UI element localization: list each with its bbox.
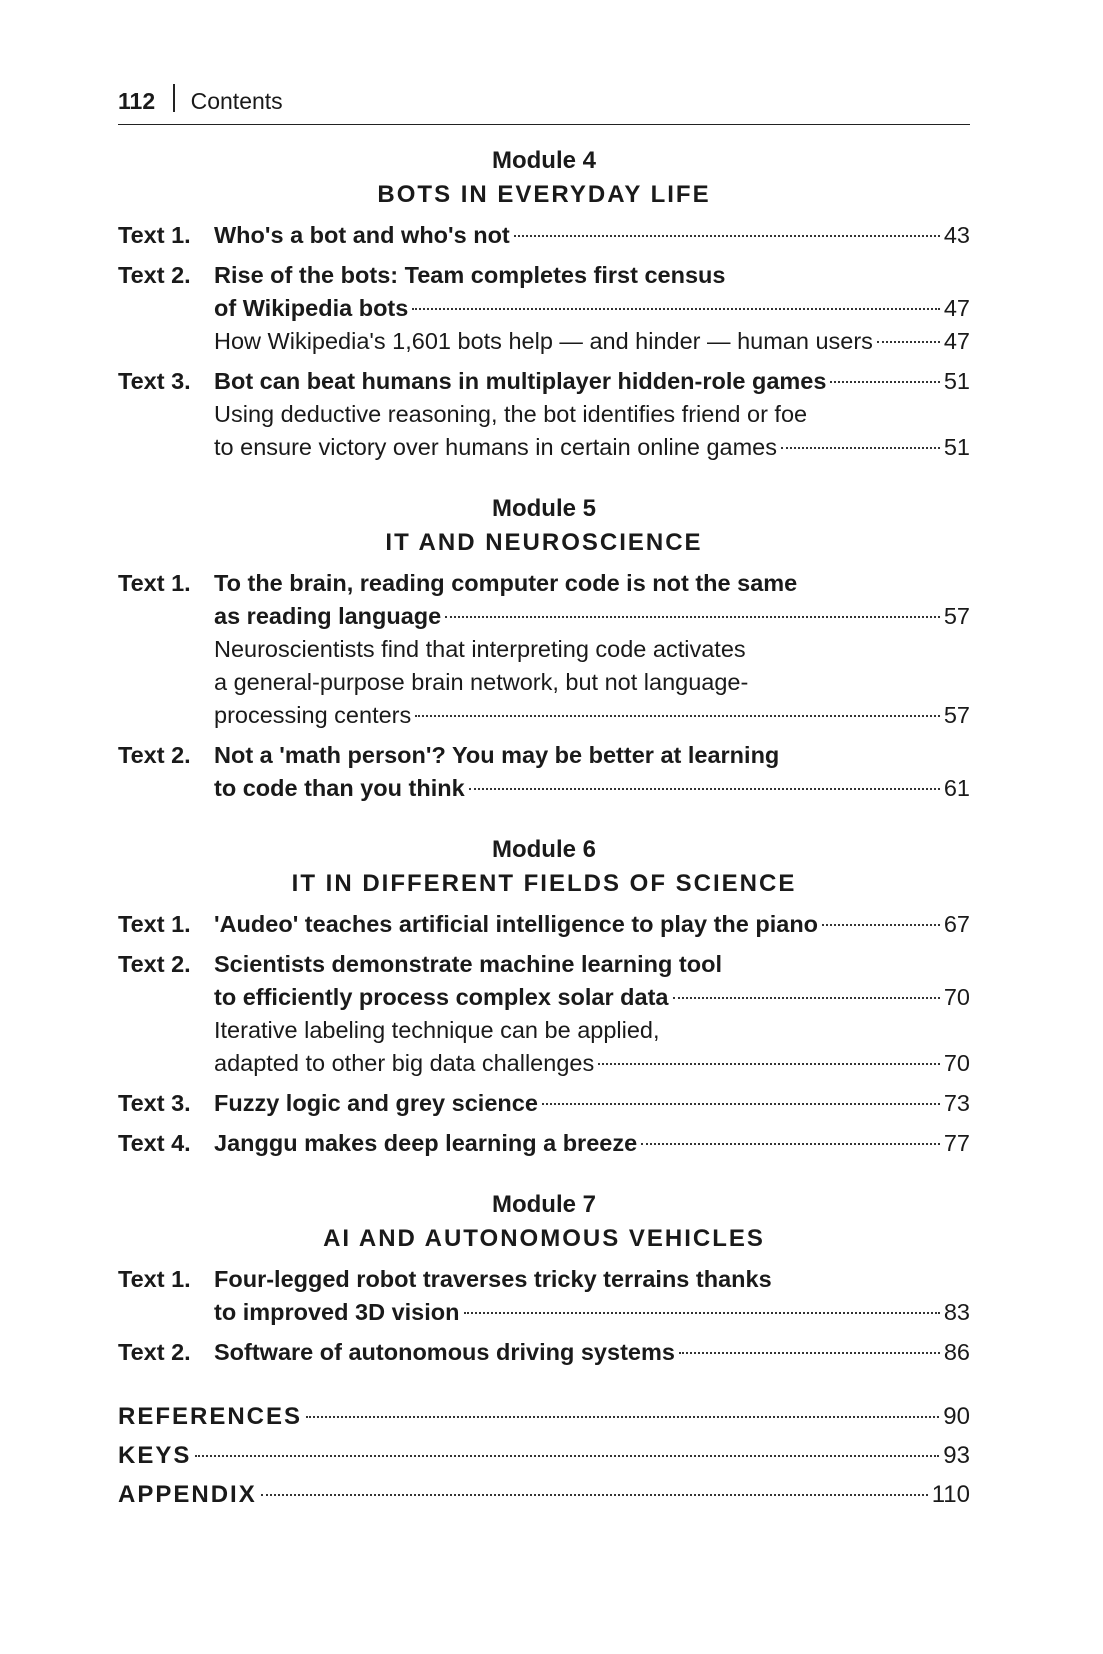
backmatter-label: REFERENCES bbox=[118, 1403, 303, 1430]
entry-subtitle-line bbox=[214, 666, 970, 699]
entry-label: Text 1. bbox=[118, 911, 191, 937]
toc-entry bbox=[118, 1087, 970, 1120]
page-ref: 70 bbox=[943, 1050, 970, 1076]
entry-title-text: Rise of the bots: Team completes first census bbox=[214, 262, 726, 288]
backmatter-label: APPENDIX bbox=[118, 1481, 257, 1508]
entry-subtitle-text: Iterative labeling technique can be applied, bbox=[214, 1017, 660, 1043]
dot-leader bbox=[261, 1494, 928, 1496]
module-section bbox=[118, 492, 970, 805]
entry-body bbox=[214, 908, 970, 941]
entry-title-line bbox=[214, 981, 970, 1014]
toc-entry bbox=[118, 739, 970, 805]
entry-title-line bbox=[214, 1296, 970, 1329]
dot-leader bbox=[641, 1143, 940, 1145]
entry-label: Text 2. bbox=[118, 1339, 191, 1365]
dot-leader bbox=[822, 924, 940, 926]
page-ref: 90 bbox=[943, 1403, 970, 1430]
page-ref: 47 bbox=[943, 295, 970, 321]
entry-title-line bbox=[214, 1336, 970, 1369]
page-ref: 77 bbox=[943, 1130, 970, 1156]
entry-title-line bbox=[214, 259, 970, 292]
toc-entry bbox=[118, 365, 970, 464]
entry-label: Text 2. bbox=[118, 262, 191, 288]
entry-label: Text 1. bbox=[118, 570, 191, 596]
entry-title-text: Fuzzy logic and grey science bbox=[214, 1090, 538, 1116]
entry-title-text: to improved 3D vision bbox=[214, 1299, 460, 1325]
entry-label: Text 3. bbox=[118, 1090, 191, 1116]
page-ref: 86 bbox=[943, 1339, 970, 1365]
dot-leader bbox=[469, 788, 940, 790]
entry-title-text: Janggu makes deep learning a breeze bbox=[214, 1130, 638, 1156]
entry-title-line bbox=[214, 567, 970, 600]
entry-subtitle-line bbox=[214, 1014, 970, 1047]
dot-leader bbox=[195, 1455, 939, 1457]
entry-label: Text 3. bbox=[118, 368, 191, 394]
entry-title-text: to efficiently process complex solar data bbox=[214, 984, 669, 1010]
toc-entry bbox=[118, 948, 970, 1080]
toc-entry bbox=[118, 1127, 970, 1160]
entry-title-line bbox=[214, 219, 970, 252]
entry-title-line bbox=[214, 1087, 970, 1120]
dot-leader bbox=[830, 381, 939, 383]
page-ref: 57 bbox=[943, 603, 970, 629]
page-ref: 67 bbox=[943, 911, 970, 937]
dot-leader bbox=[445, 616, 940, 618]
entry-body bbox=[214, 219, 970, 252]
toc-entry bbox=[118, 1263, 970, 1329]
backmatter-entry bbox=[118, 1397, 970, 1436]
table-of-contents bbox=[118, 144, 970, 1514]
dot-leader bbox=[673, 997, 940, 999]
entry-subtitle-text: processing centers bbox=[214, 702, 412, 728]
entry-title-line bbox=[214, 739, 970, 772]
module-title: BOTS IN EVERYDAY LIFE bbox=[377, 181, 711, 208]
entry-subtitle-line bbox=[214, 431, 970, 464]
page-ref: 47 bbox=[943, 328, 970, 354]
entry-title-text: to code than you think bbox=[214, 775, 465, 801]
entry-title-line bbox=[214, 948, 970, 981]
page-ref: 51 bbox=[943, 434, 970, 460]
entry-label: Text 2. bbox=[118, 951, 191, 977]
module-title: IT IN DIFFERENT FIELDS OF SCIENCE bbox=[291, 870, 797, 897]
entry-subtitle-line bbox=[214, 699, 970, 732]
dot-leader bbox=[781, 447, 940, 449]
entry-title-text: Bot can beat humans in multiplayer hidden-role games bbox=[214, 368, 827, 394]
section-title: Contents bbox=[190, 88, 283, 114]
entry-subtitle-text: How Wikipedia's 1,601 bots help — and hinder — human users bbox=[214, 328, 873, 354]
toc-entry bbox=[118, 908, 970, 941]
entry-body bbox=[214, 567, 970, 732]
entry-title-line bbox=[214, 1263, 970, 1296]
dot-leader bbox=[877, 341, 940, 343]
module-label: Module 4 bbox=[491, 147, 596, 174]
toc-entry bbox=[118, 259, 970, 358]
entry-title-text: Four-legged robot traverses tricky terrains thanks bbox=[214, 1266, 772, 1292]
page-ref: 110 bbox=[931, 1481, 970, 1508]
running-header bbox=[118, 84, 970, 125]
toc-entry bbox=[118, 219, 970, 252]
entry-title-text: Not a 'math person'? You may be better at learning bbox=[214, 742, 780, 768]
page-ref: 61 bbox=[943, 775, 970, 801]
module-title: IT AND NEUROSCIENCE bbox=[385, 529, 703, 556]
entry-subtitle-text: Neuroscientists find that interpreting code activates bbox=[214, 636, 746, 662]
dot-leader bbox=[598, 1063, 940, 1065]
backmatter-entry bbox=[118, 1436, 970, 1475]
entry-title-text: as reading language bbox=[214, 603, 442, 629]
entry-title-text: Scientists demonstrate machine learning tool bbox=[214, 951, 722, 977]
page-ref: 73 bbox=[943, 1090, 970, 1116]
page-ref: 93 bbox=[943, 1442, 970, 1469]
entry-title-text: of Wikipedia bots bbox=[214, 295, 409, 321]
entry-body bbox=[214, 1127, 970, 1160]
dot-leader bbox=[412, 308, 940, 310]
entry-title-text: Who's a bot and who's not bbox=[214, 222, 510, 248]
dot-leader bbox=[542, 1103, 940, 1105]
entry-title-line bbox=[214, 600, 970, 633]
entry-title-text: Software of autonomous driving systems bbox=[214, 1339, 675, 1365]
entry-subtitle-text: adapted to other big data challenges bbox=[214, 1050, 595, 1076]
module-label: Module 7 bbox=[491, 1191, 596, 1218]
dot-leader bbox=[464, 1312, 940, 1314]
page-ref: 51 bbox=[943, 368, 970, 394]
dot-leader bbox=[514, 235, 940, 237]
header-divider bbox=[173, 84, 175, 112]
entry-title-line bbox=[214, 772, 970, 805]
entry-title-text: 'Audeo' teaches artificial intelligence to play the piano bbox=[214, 911, 819, 937]
entry-subtitle-line bbox=[214, 398, 970, 431]
entry-subtitle-text: to ensure victory over humans in certain online games bbox=[214, 434, 777, 460]
backmatter-label: KEYS bbox=[118, 1442, 192, 1469]
entry-body bbox=[214, 1263, 970, 1329]
entry-label: Text 2. bbox=[118, 742, 191, 768]
module-section bbox=[118, 144, 970, 464]
module-label: Module 5 bbox=[491, 495, 596, 522]
entry-subtitle-line bbox=[214, 633, 970, 666]
entry-title-line bbox=[214, 908, 970, 941]
entry-body bbox=[214, 948, 970, 1080]
page-ref: 70 bbox=[943, 984, 970, 1010]
entry-body bbox=[214, 1087, 970, 1120]
entry-subtitle-text: a general-purpose brain network, but not language- bbox=[214, 669, 749, 695]
module-section bbox=[118, 833, 970, 1160]
entry-title-text: To the brain, reading computer code is not the same bbox=[214, 570, 798, 596]
entry-body bbox=[214, 365, 970, 464]
entry-subtitle-line bbox=[214, 1047, 970, 1080]
backmatter-entry bbox=[118, 1475, 970, 1514]
entry-subtitle-text: Using deductive reasoning, the bot identifies friend or foe bbox=[214, 401, 808, 427]
backmatter-list bbox=[118, 1397, 970, 1514]
toc-entry bbox=[118, 567, 970, 732]
entry-title-line bbox=[214, 1127, 970, 1160]
entry-body bbox=[214, 1336, 970, 1369]
module-section bbox=[118, 1188, 970, 1369]
page-ref: 83 bbox=[943, 1299, 970, 1325]
entry-title-line bbox=[214, 292, 970, 325]
dot-leader bbox=[679, 1352, 940, 1354]
page-ref: 57 bbox=[943, 702, 970, 728]
page-ref: 43 bbox=[943, 222, 970, 248]
entry-label: Text 1. bbox=[118, 222, 191, 248]
entry-label: Text 1. bbox=[118, 1266, 191, 1292]
entry-subtitle-line bbox=[214, 325, 970, 358]
entry-title-line bbox=[214, 365, 970, 398]
entry-label: Text 4. bbox=[118, 1130, 191, 1156]
module-title: AI AND AUTONOMOUS VEHICLES bbox=[323, 1225, 765, 1252]
entry-body bbox=[214, 739, 970, 805]
dot-leader bbox=[306, 1416, 939, 1418]
toc-entry bbox=[118, 1336, 970, 1369]
entry-body bbox=[214, 259, 970, 358]
module-label: Module 6 bbox=[491, 836, 596, 863]
page-number: 112 bbox=[118, 88, 156, 114]
dot-leader bbox=[415, 715, 940, 717]
